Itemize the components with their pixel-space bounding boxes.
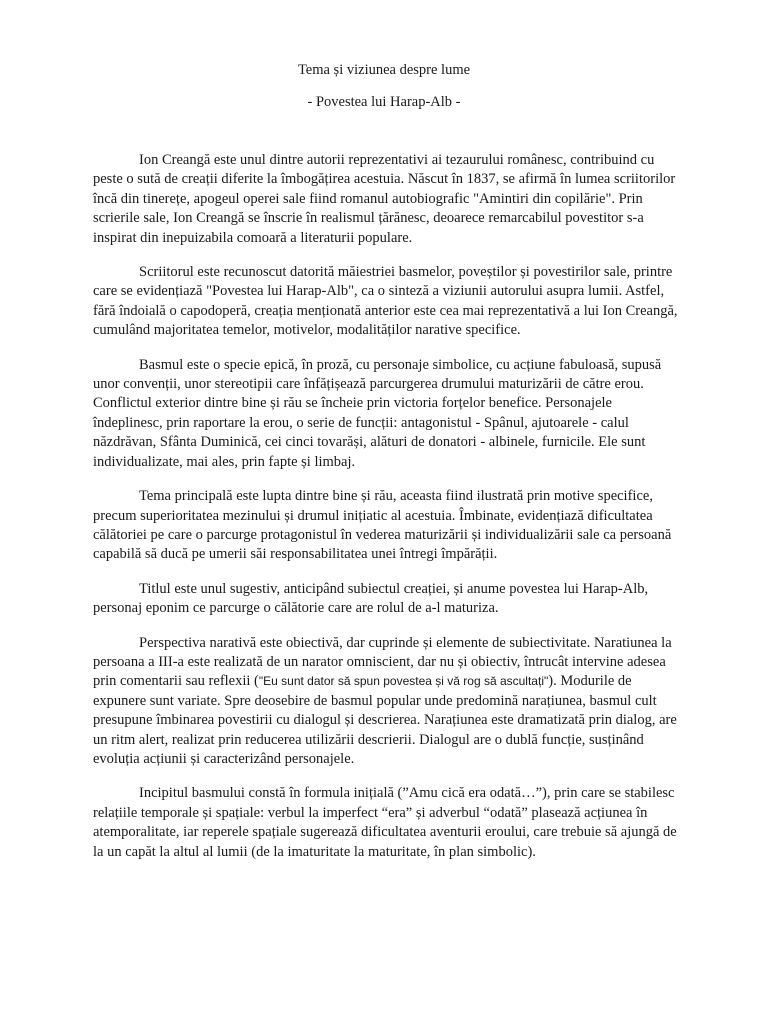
paragraph-tema: Tema principală este lupta dintre bine și rău, aceasta fiind ilustrată prin motive specifice, precum superioritatea mezinului și drumul inițiatic al acestuia. Îmbinate, evidențiază dificultatea călătoriei pe care o parcurge protagonistul în vederea maturizării și individualizării sale ca persoană capabilă să ducă pe umerii săi responsabilitatea unei întregi împărății. bbox=[93, 488, 672, 563]
document-title: Tema și viziunea despre lume bbox=[297, 62, 471, 78]
document-body bbox=[93, 151, 678, 877]
perspectiva-text-before: Perspectiva narativă este obiectivă, dar cuprinde și elemente de subiectivitate. Naratiunea la persoana a III-a este realizată de un narator omniscient, dar nu și obiectiv, întrucât intervine adesea prin comentarii sau reflexii ( bbox=[93, 634, 672, 690]
paragraph-intro: Ion Creangă este unul dintre autorii reprezentativi ai tezaurului românesc, contribuind cu peste o sută de creații diferite la îmbogățirea acestuia. Născut în 1837, se afirmă în lumea scriitorilor încă din tinerețe, apogeul operei sale fiind romanul autobiografic "Amintiri din copilărie". Prin scrierile sale, Ion Creangă se înscrie în realismul țărănesc, deoarece remarcabilul povestitor s-a inspirat din inepuizabila comoară a literaturii populare. bbox=[93, 152, 676, 246]
narrator-quote: "Eu sunt dator să spun povestea și vă rog să ascultați" bbox=[258, 674, 549, 689]
paragraph-perspectiva bbox=[93, 634, 678, 770]
paragraph-incipitul: Incipitul basmului constă în formula inițială (”Amu cică era odată…”), prin care se stabilesc relațiile temporale și spațiale: verbul la imperfect “era” și adverbul “odată” plasează acțiunea în atemporalitate, iar reperele spațiale sugerează dificultatea aventurii eroului, care trebuie să ajungă de la un capăt la altul al lumii (de la imaturitate la maturitate, în plan simbolic). bbox=[93, 785, 677, 860]
document-subtitle: - Povestea lui Harap-Alb - bbox=[307, 94, 461, 110]
paragraph-titlul: Titlul este unul sugestiv, anticipând subiectul creației, și anume povestea lui Harap-Alb, personaj eponim ce parcurge o călătorie care are rolul de a-l maturiza. bbox=[93, 580, 649, 617]
paragraph-capodopera: Scriitorul este recunoscut datorită măiestriei basmelor, poveștilor și povestirilor sale, printre care se evidențiază "Povestea lui Harap-Alb", ca o sinteză a viziunii autorului asupra lumii. Astfel, fără îndoială o capodoperă, creația menționată anterior este cea mai reprezentativă a lui Ion Creangă, cumulând majoritatea temelor, motivelor, modalităților narative specifice. bbox=[93, 264, 678, 339]
paragraph-basmul: Basmul este o specie epică, în proză, cu personaje simbolice, cu acțiune fabuloasă, supusă unor convenții, unor stereotipii care înfățișează parcurgerea drumului maturizării de către erou. Conflictul exterior dintre bine și rău se încheie prin victoria forțelor benefice. Personajele îndeplinesc, prin raportare la erou, o serie de funcții: antagonistul - Spânul, ajutoarele - calul năzdrăvan, Sfânta Duminică, cei cinci tovarăși, alături de donatori - albinele, furnicile. Ele sunt individualizate, mai ales, prin fapte și limbaj. bbox=[93, 356, 662, 470]
perspectiva-text-after: ). Modurile de expunere sunt variate. Spre deosebire de basmul popular unde predomină narațiunea, basmul cult presupune îmbinarea povestirii cu dialogul și descrierea. Narațiunea este dramatizată prin dialog, are un ritm alert, realizat prin reducerea utilizării descrierii. Dialogul are o dublă funcție, susținând evoluția acțiunii și caracterizând personajele. bbox=[93, 673, 677, 767]
